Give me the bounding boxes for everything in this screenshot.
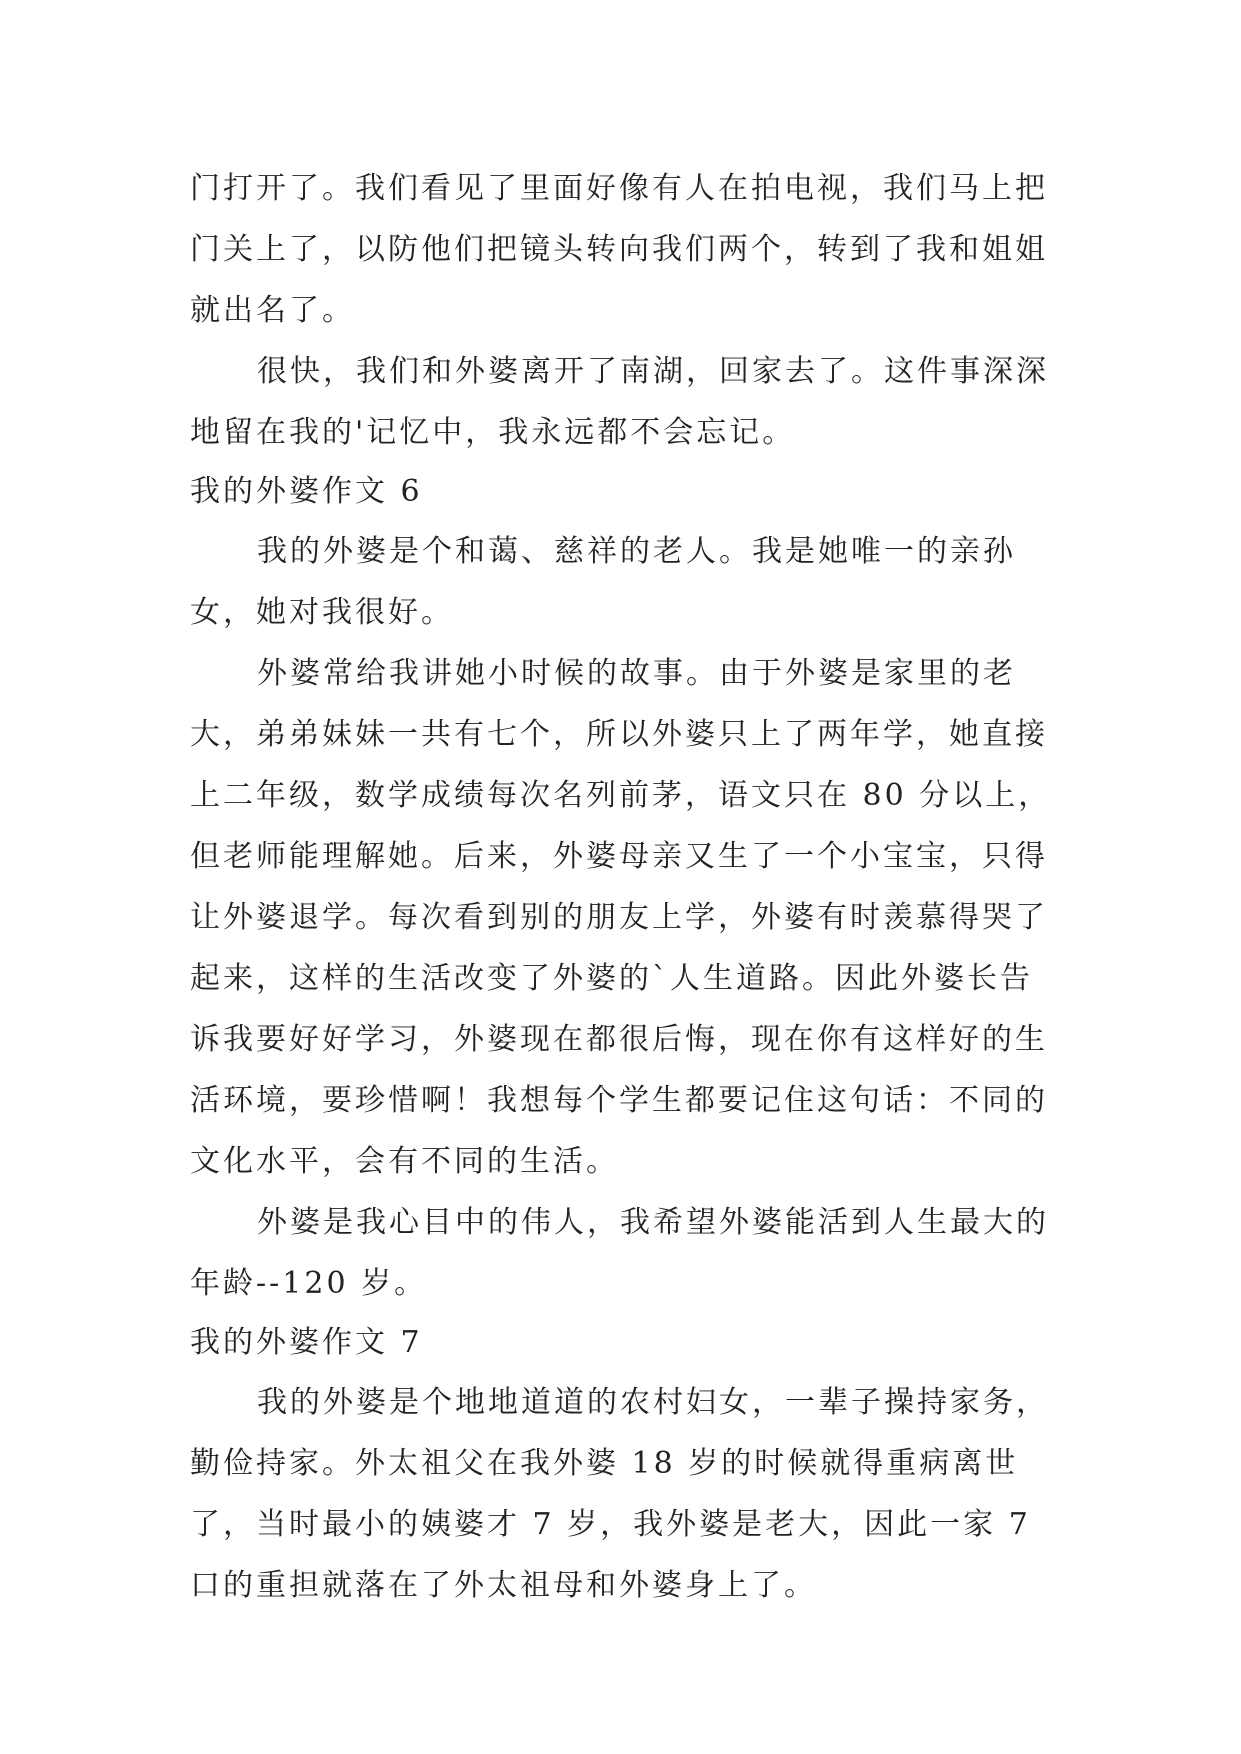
paragraph-ending: 很快，我们和外婆离开了南湖，回家去了。这件事深深地留在我的'记忆中，我永远都不会忘记。 <box>190 354 1049 450</box>
paragraph-continued: 门打开了。我们看见了里面好像有人在拍电视，我们马上把门关上了，以防他们把镜头转向我们两个，转到了我和姐姐就出名了。 <box>190 171 1048 328</box>
paragraph-family: 我的外婆是个地地道道的农村妇女，一辈子操持家务，勤俭持家。外太祖父在我外婆 18 岁的时候就得重病离世了，当时最小的姨婆才 7 岁，我外婆是老大，因此一家 7 口的重担就落在了外太祖母和外婆身上了。 <box>190 1385 1049 1603</box>
paragraph-wish: 外婆是我心目中的伟人，我希望外婆能活到人生最大的年龄--120 岁。 <box>190 1205 1049 1301</box>
paragraph-story: 外婆常给我讲她小时候的故事。由于外婆是家里的老大，弟弟妹妹一共有七个，所以外婆只上了两年学，她直接上二年级，数学成绩每次名列前茅，语文只在 80 分以上，但老师能理解她。后来，外婆母亲又生了一个小宝宝，只得让外婆退学。每次看到别的朋友上学，外婆有时羡慕得哭了起来，这样的生活改变了外婆的`人生道路。因此外婆长告诉我要好好学习，外婆现在都很后悔，现在你有这样好的生活环境，要珍惜啊！我想每个学生都要记住这句话：不同的文化水平，会有不同的生活。 <box>190 656 1052 1179</box>
essay-heading-6: 我的外婆作文 6 <box>190 474 423 509</box>
paragraph-intro: 我的外婆是个和蔼、慈祥的老人。我是她唯一的亲孙女，她对我很好。 <box>190 534 1016 630</box>
essay-heading-7: 我的外婆作文 7 <box>190 1325 423 1360</box>
document-body <box>190 158 1060 1616</box>
